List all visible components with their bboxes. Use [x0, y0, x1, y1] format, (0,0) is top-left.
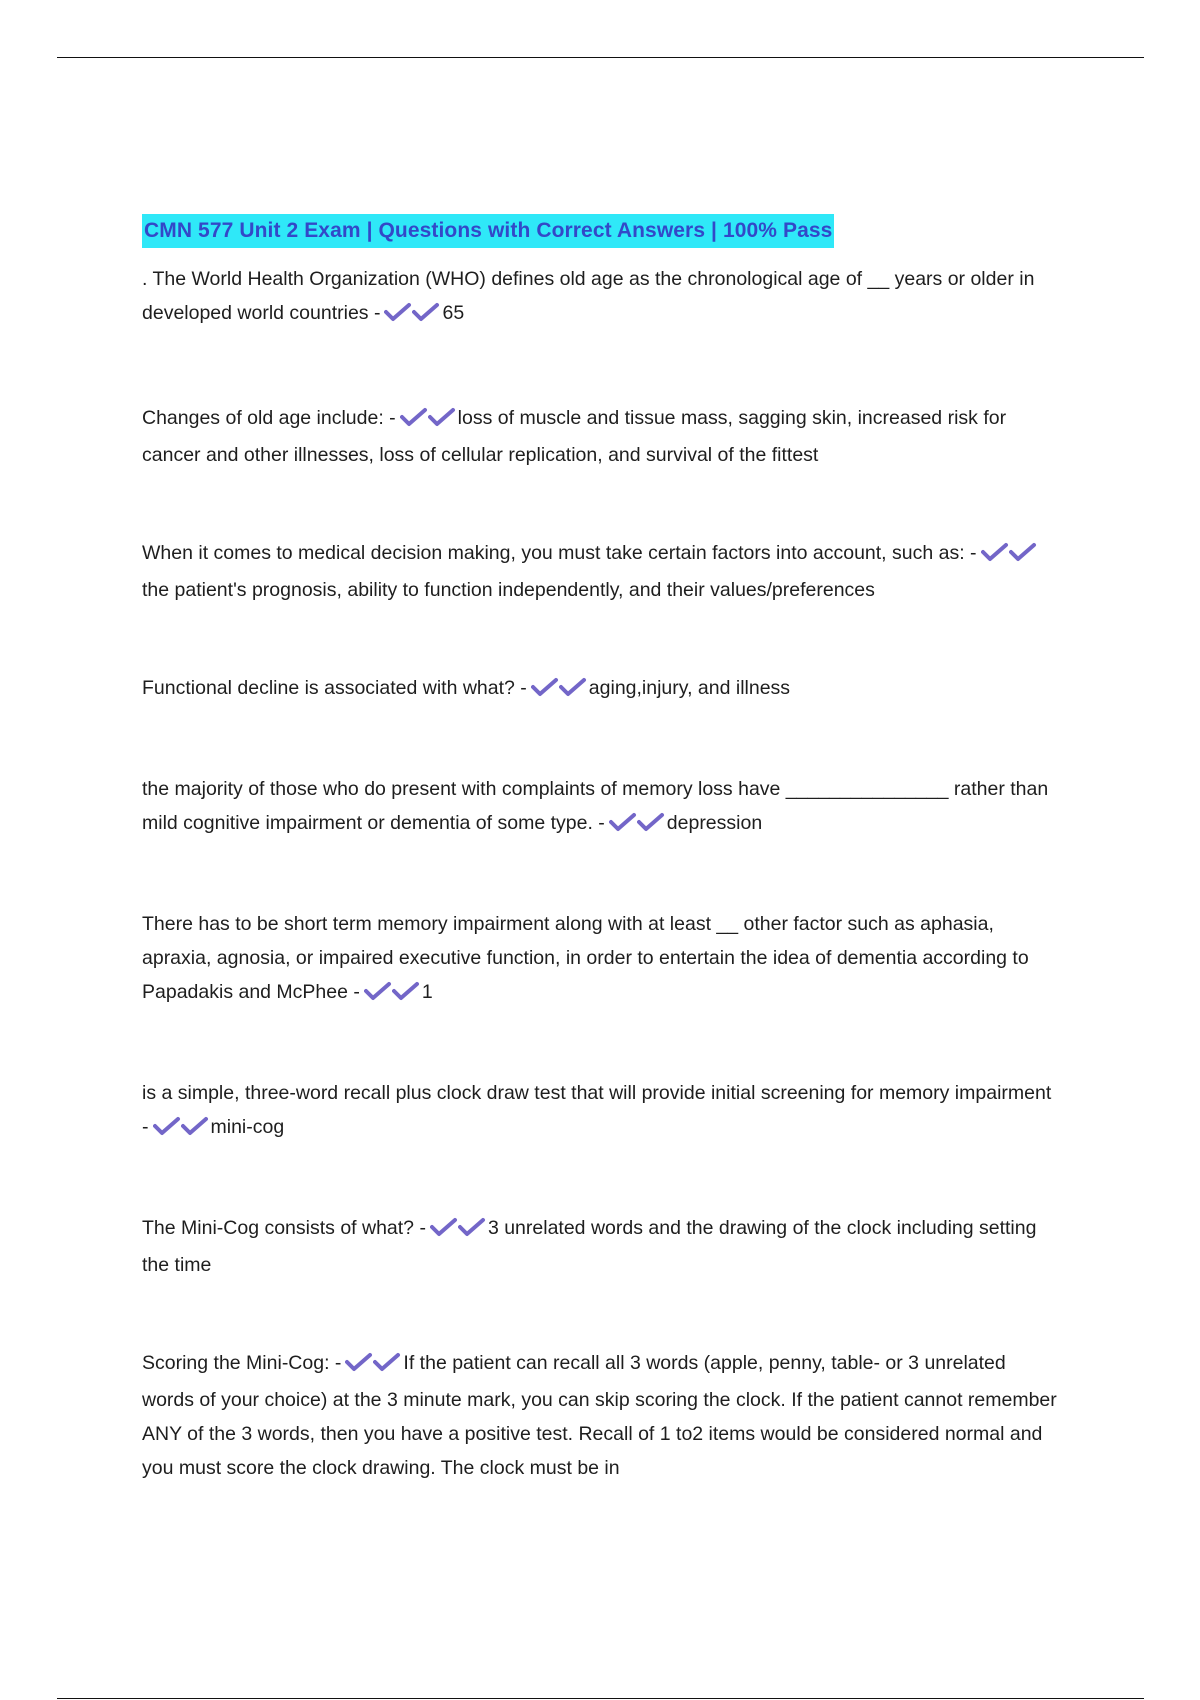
answer-text: 3 unrelated words and the drawing of the clock including setting the time — [142, 1217, 1037, 1276]
answer-text: 65 — [442, 302, 465, 324]
title-row — [142, 214, 1062, 248]
qa-item — [142, 536, 1062, 607]
answer-text: the patient's prognosis, ability to function independently, and their values/preferences — [142, 579, 875, 601]
qa-item — [142, 401, 1062, 472]
page-top-rule — [57, 57, 1144, 58]
answer-checks — [364, 978, 420, 1012]
question-text: Scoring the Mini-Cog: - — [142, 1352, 342, 1374]
qa-item — [142, 1346, 1062, 1485]
document-body — [142, 214, 1062, 1485]
answer-checks — [153, 1113, 209, 1147]
page-bottom-rule — [57, 1698, 1144, 1699]
qa-item — [142, 671, 1062, 708]
answer-checks — [609, 809, 665, 843]
checkmark-icon — [392, 981, 420, 1001]
checkmark-icon — [412, 302, 440, 322]
checkmark-icon — [1009, 542, 1037, 562]
question-text: Changes of old age include: - — [142, 407, 396, 429]
answer-checks — [981, 539, 1037, 573]
question-text: is a simple, three-word recall plus clock draw test that will provide initial screening for memory impairment - — [142, 1082, 1052, 1138]
answer-checks — [384, 299, 440, 333]
checkmark-icon — [981, 542, 1009, 562]
checkmark-icon — [400, 407, 428, 427]
question-text: Functional decline is associated with what? - — [142, 677, 527, 699]
answer-checks — [531, 674, 587, 708]
checkmark-icon — [373, 1352, 401, 1372]
checkmark-icon — [345, 1352, 373, 1372]
answer-text: aging,injury, and illness — [588, 677, 791, 699]
question-text: . The World Health Organization (WHO) defines old age as the chronological age of __ years or older in developed world countries - — [142, 268, 1035, 324]
answer-checks — [345, 1349, 401, 1383]
checkmark-icon — [559, 677, 587, 697]
answer-text: loss of muscle and tissue mass, sagging skin, increased risk for cancer and other illnesses, loss of cellular replication, and survival of the fittest — [142, 407, 1007, 466]
checkmark-icon — [364, 981, 392, 1001]
checkmark-icon — [428, 407, 456, 427]
question-text: There has to be short term memory impairment along with at least __ other factor such as aphasia, apraxia, agnosia, or impaired executive function, in order to entertain the idea of dementia according to Papadakis and McPhee - — [142, 913, 1029, 1003]
answer-text: 1 — [421, 981, 433, 1003]
qa-item — [142, 772, 1062, 843]
document-title: CMN 577 Unit 2 Exam | Questions with Correct Answers | 100% Pass — [142, 214, 834, 248]
qa-item — [142, 1076, 1062, 1147]
qa-item — [142, 262, 1062, 333]
answer-text: If the patient can recall all 3 words (apple, penny, table- or 3 unrelated words of your choice) at the 3 minute mark, you can skip scoring the clock. If the patient cannot remember ANY of the 3 words, then you have a positive test. Recall of 1 to2 items would be considered normal and you must score the clock drawing. The clock must be in — [142, 1352, 1057, 1479]
answer-text: depression — [666, 812, 763, 834]
checkmark-icon — [181, 1116, 209, 1136]
qa-item — [142, 907, 1062, 1012]
checkmark-icon — [430, 1217, 458, 1237]
checkmark-icon — [384, 302, 412, 322]
checkmark-icon — [637, 812, 665, 832]
question-text: The Mini-Cog consists of what? - — [142, 1217, 426, 1239]
checkmark-icon — [458, 1217, 486, 1237]
qa-item — [142, 1211, 1062, 1282]
answer-checks — [400, 404, 456, 438]
answer-checks — [430, 1214, 486, 1248]
question-text: When it comes to medical decision making, you must take certain factors into account, such as: - — [142, 542, 977, 564]
question-text: the majority of those who do present with complaints of memory loss have _______________ rather than mild cognitive impairment or dementia of some type. - — [142, 778, 1049, 834]
answer-text: mini-cog — [210, 1116, 285, 1138]
checkmark-icon — [153, 1116, 181, 1136]
checkmark-icon — [609, 812, 637, 832]
checkmark-icon — [531, 677, 559, 697]
